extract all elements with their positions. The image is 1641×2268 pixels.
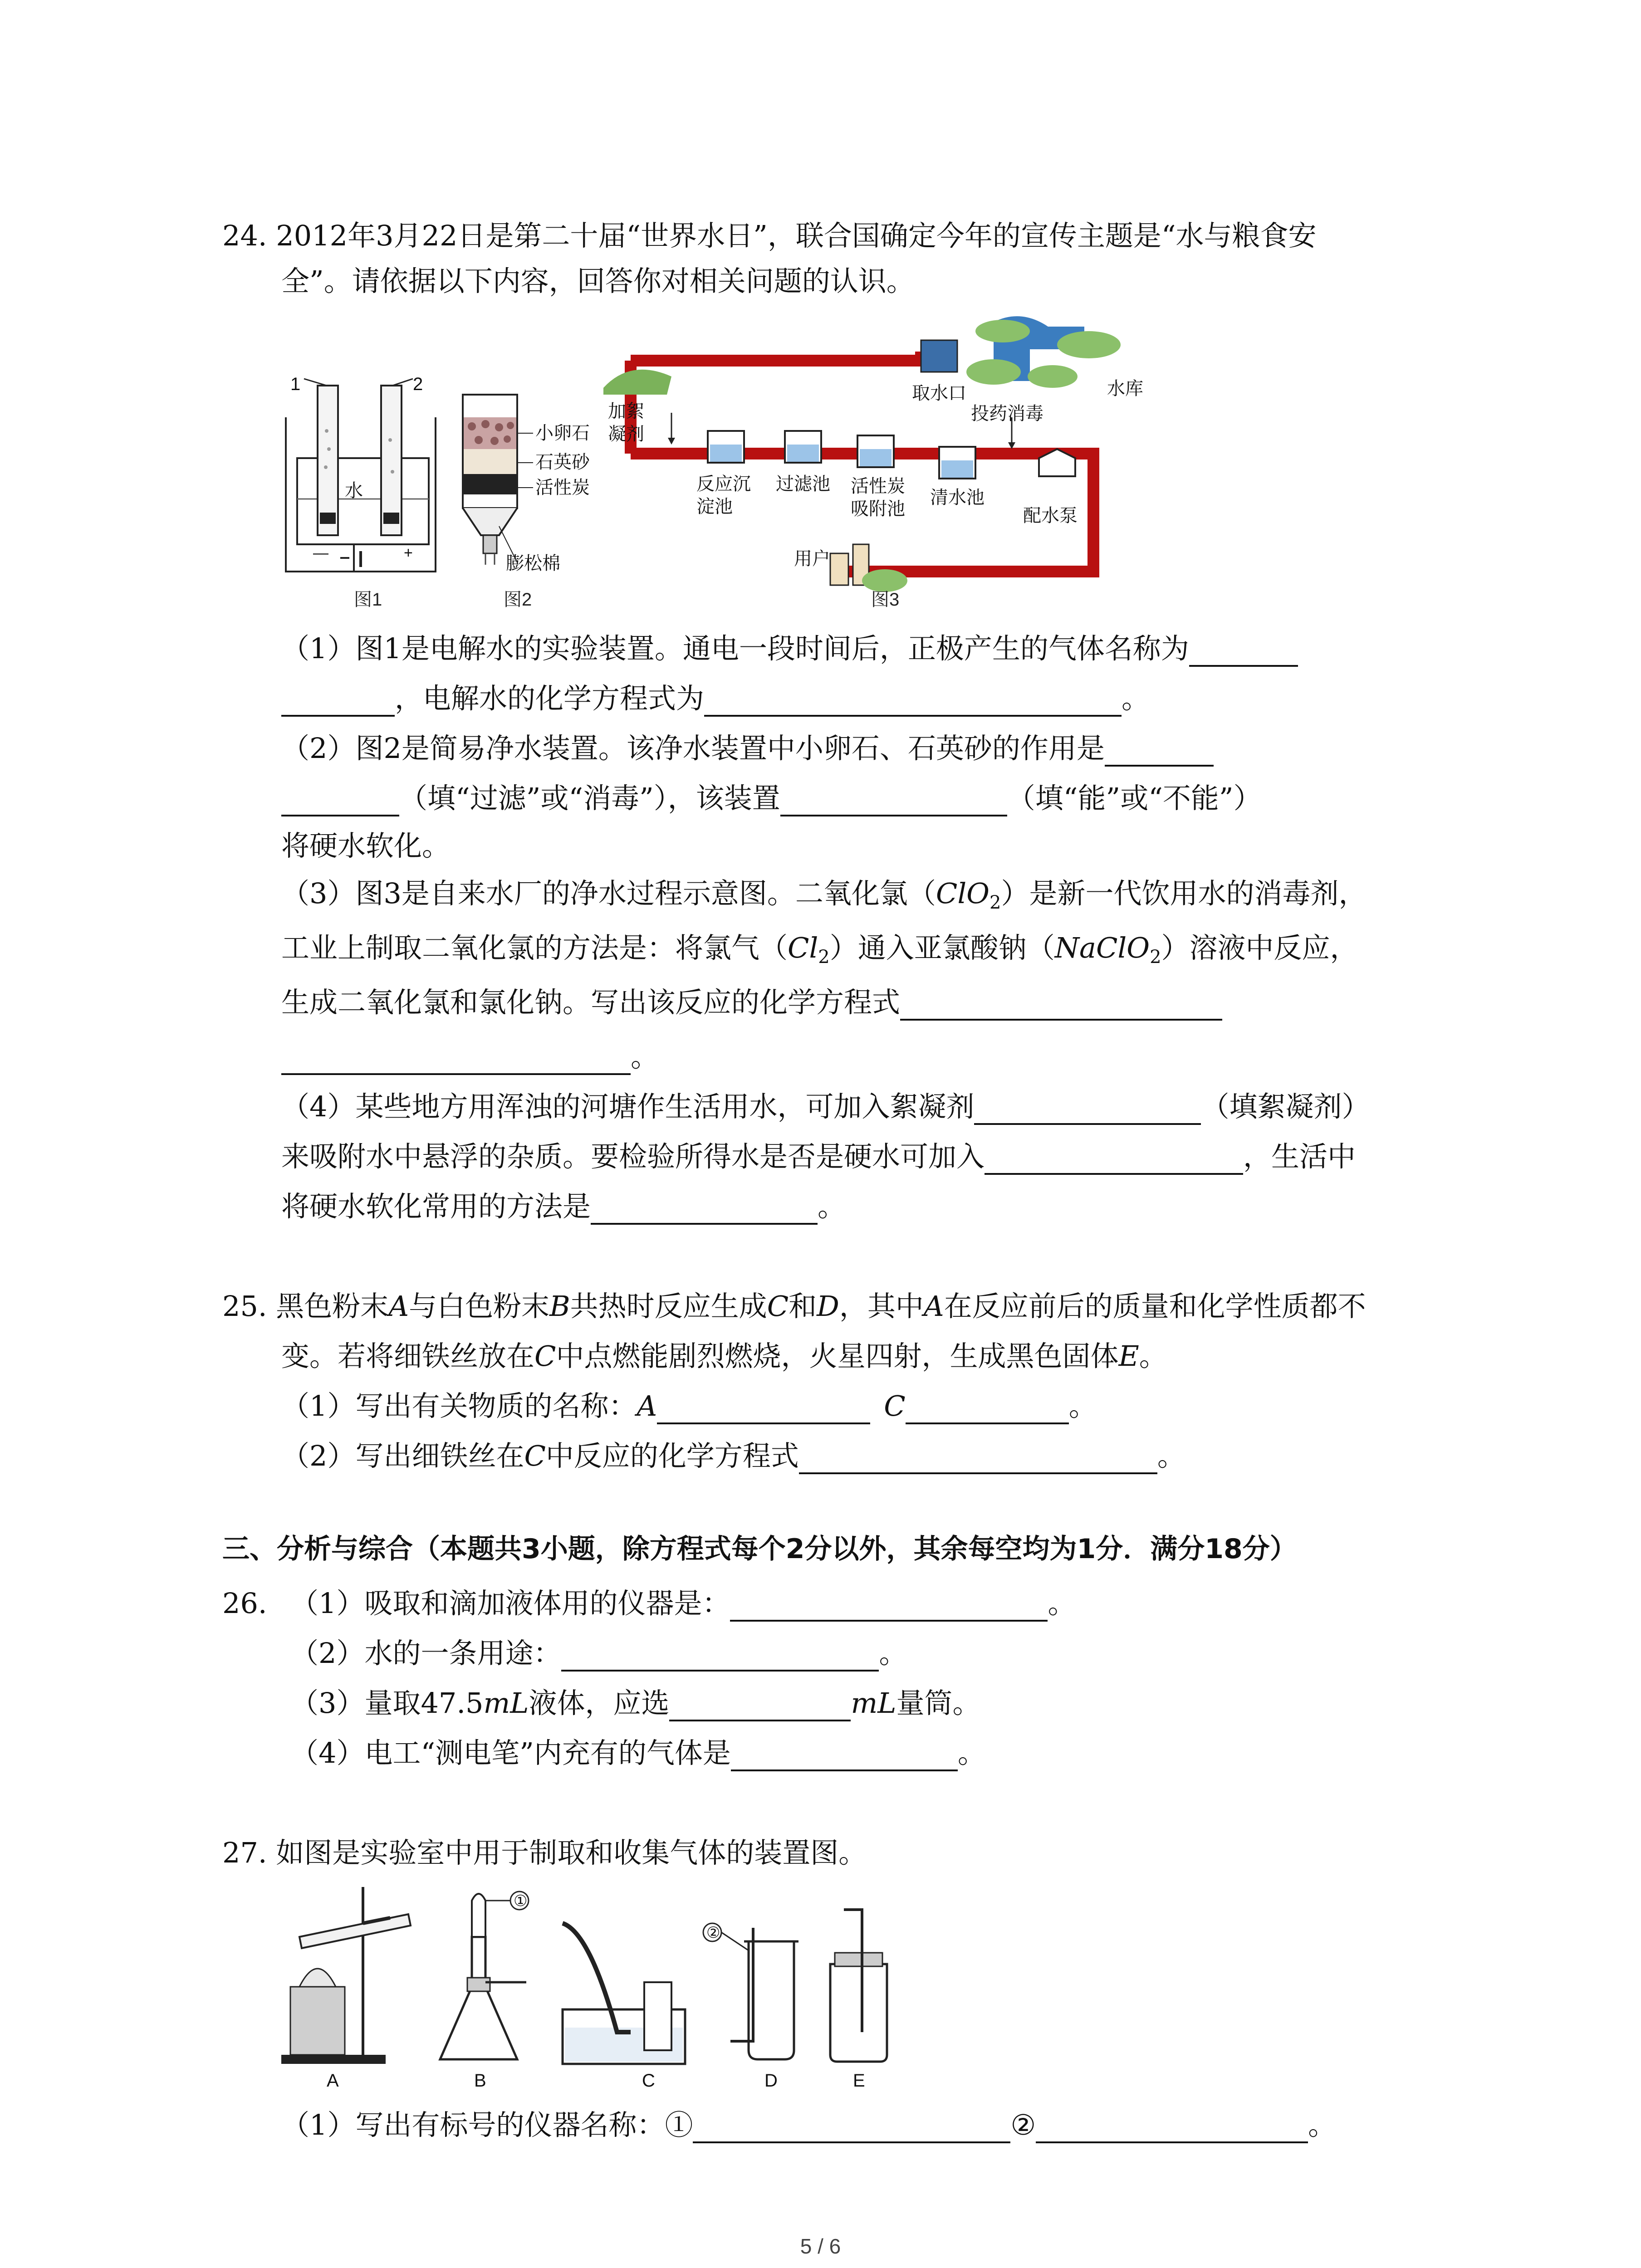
figure-1-electrolysis <box>277 376 449 576</box>
fig2-cotton-label: 膨松棉 <box>506 553 560 572</box>
q27-mark-2: ② <box>706 1924 720 1941</box>
q26-part4: （4）电工“测电笔”内充有的气体是 。 <box>290 1735 986 1771</box>
fig2-quartz-label: 石英砂 <box>535 452 590 472</box>
fig1-minus: — <box>313 544 328 562</box>
q24-part3-line4: 。 <box>281 1039 659 1075</box>
answer-blank[interactable] <box>693 2113 1010 2143</box>
q26-part1: （1）吸取和滴加液体用的仪器是： 。 <box>290 1585 1076 1622</box>
section-3-heading: 三、分析与综合（本题共3小题，除方程式每个2分以外，其余每空均为1分．满分18分） <box>222 1533 1297 1565</box>
q24-part3-line1: （3）图3是自来水厂的净水过程示意图。二氧化氯（ClO$_2$）是新一代饮用水的消毒剂， <box>281 877 1367 913</box>
q26-number: 26. <box>222 1587 267 1620</box>
answer-blank[interactable] <box>906 1394 1069 1424</box>
q27-label-E: E <box>853 2071 865 2091</box>
q25-part2: （2）写出细铁丝在C中反应的化学方程式 。 <box>281 1438 1185 1474</box>
answer-blank[interactable] <box>780 787 1007 816</box>
fig3-intake-label: 取水口 <box>912 383 966 403</box>
q25-stem-line2: 变。若将细铁丝放在C中点燃能剧烈燃烧，火星四射，生成黑色固体E。 <box>281 1339 1167 1373</box>
answer-blank[interactable] <box>561 1642 879 1672</box>
answer-blank[interactable] <box>281 1045 631 1075</box>
answer-blank[interactable] <box>985 1145 1243 1175</box>
q24-part3-line2: 工业上制取二氧化氯的方法是：将氯气$(Cl_2)$通入亚氯酸钠（NaClO$_2$）溶液中反应， <box>281 931 1358 968</box>
q24-part1-line2: ，电解水的化学方程式为 。 <box>281 680 1150 717</box>
answer-blank[interactable] <box>730 1592 1048 1622</box>
fig1-water-label: 水 <box>345 481 363 501</box>
fig1-plus: + <box>404 544 413 562</box>
fig3-flocculant-1: 加絮 <box>608 401 644 421</box>
answer-blank[interactable] <box>1105 737 1214 767</box>
answer-blank[interactable] <box>974 1095 1201 1125</box>
answer-blank[interactable] <box>1036 2113 1308 2143</box>
q27-label-C: C <box>642 2071 655 2091</box>
q24-part4-line3: 将硬水软化常用的方法是 。 <box>281 1188 846 1225</box>
answer-blank[interactable] <box>281 687 395 717</box>
page-number: 5 / 6 <box>800 2234 841 2258</box>
fig1-label-2: 2 <box>413 376 423 394</box>
fig2-carbon-label: 活性炭 <box>535 478 590 498</box>
figure-q27-apparatus <box>272 1882 930 2096</box>
q24-part2-line2: （填“过滤”或“消毒”），该装置 （填“能”或“不能”） <box>281 780 1262 816</box>
q25-stem-line1: 25. 黑色粉末A与白色粉末B共热时反应生成C和D，其中A在反应前后的质量和化学性质都不 <box>222 1290 1366 1323</box>
fig3-carbon-2: 吸附池 <box>851 499 905 519</box>
answer-blank[interactable] <box>799 1444 1157 1474</box>
q24-stem-line2: 全”。请依据以下内容，回答你对相关问题的认识。 <box>281 264 915 298</box>
fig3-filter-label: 过滤池 <box>776 474 830 494</box>
answer-blank[interactable] <box>669 1691 851 1721</box>
q24-part2-line3: 将硬水软化。 <box>281 829 451 862</box>
answer-blank[interactable] <box>591 1195 818 1225</box>
answer-blank[interactable] <box>281 787 399 816</box>
q27-label-D: D <box>764 2071 778 2091</box>
q24-part4-line2: 来吸附水中悬浮的杂质。要检验所得水是否是硬水可加入 ，生活中 <box>281 1139 1356 1175</box>
fig1-caption: 图1 <box>354 590 382 610</box>
figure-2-filter <box>454 390 617 572</box>
fig3-sediment-1: 反应沉 <box>696 474 751 494</box>
q26-part3: （3）量取47.5mL液体，应选 mL量筒。 <box>290 1685 980 1721</box>
q27-mark-1: ① <box>514 1892 528 1910</box>
q24-part4-line1: （4）某些地方用浑浊的河塘作生活用水，可加入絮凝剂 （填絮凝剂） <box>281 1089 1370 1125</box>
q27-label-B: B <box>474 2071 486 2091</box>
fig1-label-1: 1 <box>290 376 301 394</box>
fig3-carbon-1: 活性炭 <box>851 476 905 496</box>
q27-label-A: A <box>327 2071 339 2091</box>
answer-blank[interactable] <box>1189 637 1298 667</box>
q24-stem-line1: 24. 2012年3月22日是第二十届“世界水日”，联合国确定今年的宣传主题是“水与粮食安 <box>222 219 1317 252</box>
fig3-flocculant-2: 凝剂 <box>608 424 644 444</box>
fig3-disinfect-label: 投药消毒 <box>971 404 1043 424</box>
answer-blank[interactable] <box>657 1394 870 1424</box>
answer-blank[interactable] <box>704 687 1122 717</box>
fig3-pump-label: 配水泵 <box>1023 506 1078 526</box>
fig3-sediment-2: 淀池 <box>696 497 733 517</box>
fig3-reservoir-label: 水库 <box>1107 379 1143 399</box>
fig3-caption: 图3 <box>871 590 900 610</box>
q26-part2: （2）水的一条用途： 。 <box>290 1635 907 1672</box>
answer-blank[interactable] <box>900 991 1222 1021</box>
fig3-clear-label: 清水池 <box>930 488 985 508</box>
q27-part1: （1）写出有标号的仪器名称：① ② 。 <box>281 2107 1336 2143</box>
q24-part2-line1: （2）图2是简易净水装置。该净水装置中小卵石、石英砂的作用是 <box>281 730 1214 767</box>
q27-stem: 27. 如图是实验室中用于制取和收集气体的装置图。 <box>222 1836 867 1869</box>
fig2-pebble-label: 小卵石 <box>535 423 590 443</box>
q24-part1-line1: （1）图1是电解水的实验装置。通电一段时间后，正极产生的气体名称为 <box>281 631 1298 667</box>
q25-part1: （1）写出有关物质的名称：A C 。 <box>281 1388 1097 1424</box>
fig2-caption: 图2 <box>504 590 532 610</box>
figure-3-waterworks <box>603 308 1166 599</box>
answer-blank[interactable] <box>731 1741 958 1771</box>
q24-part3-line3: 生成二氧化氯和氯化钠。写出该反应的化学方程式 <box>281 984 1222 1021</box>
fig3-user-label: 用户 <box>794 549 830 569</box>
